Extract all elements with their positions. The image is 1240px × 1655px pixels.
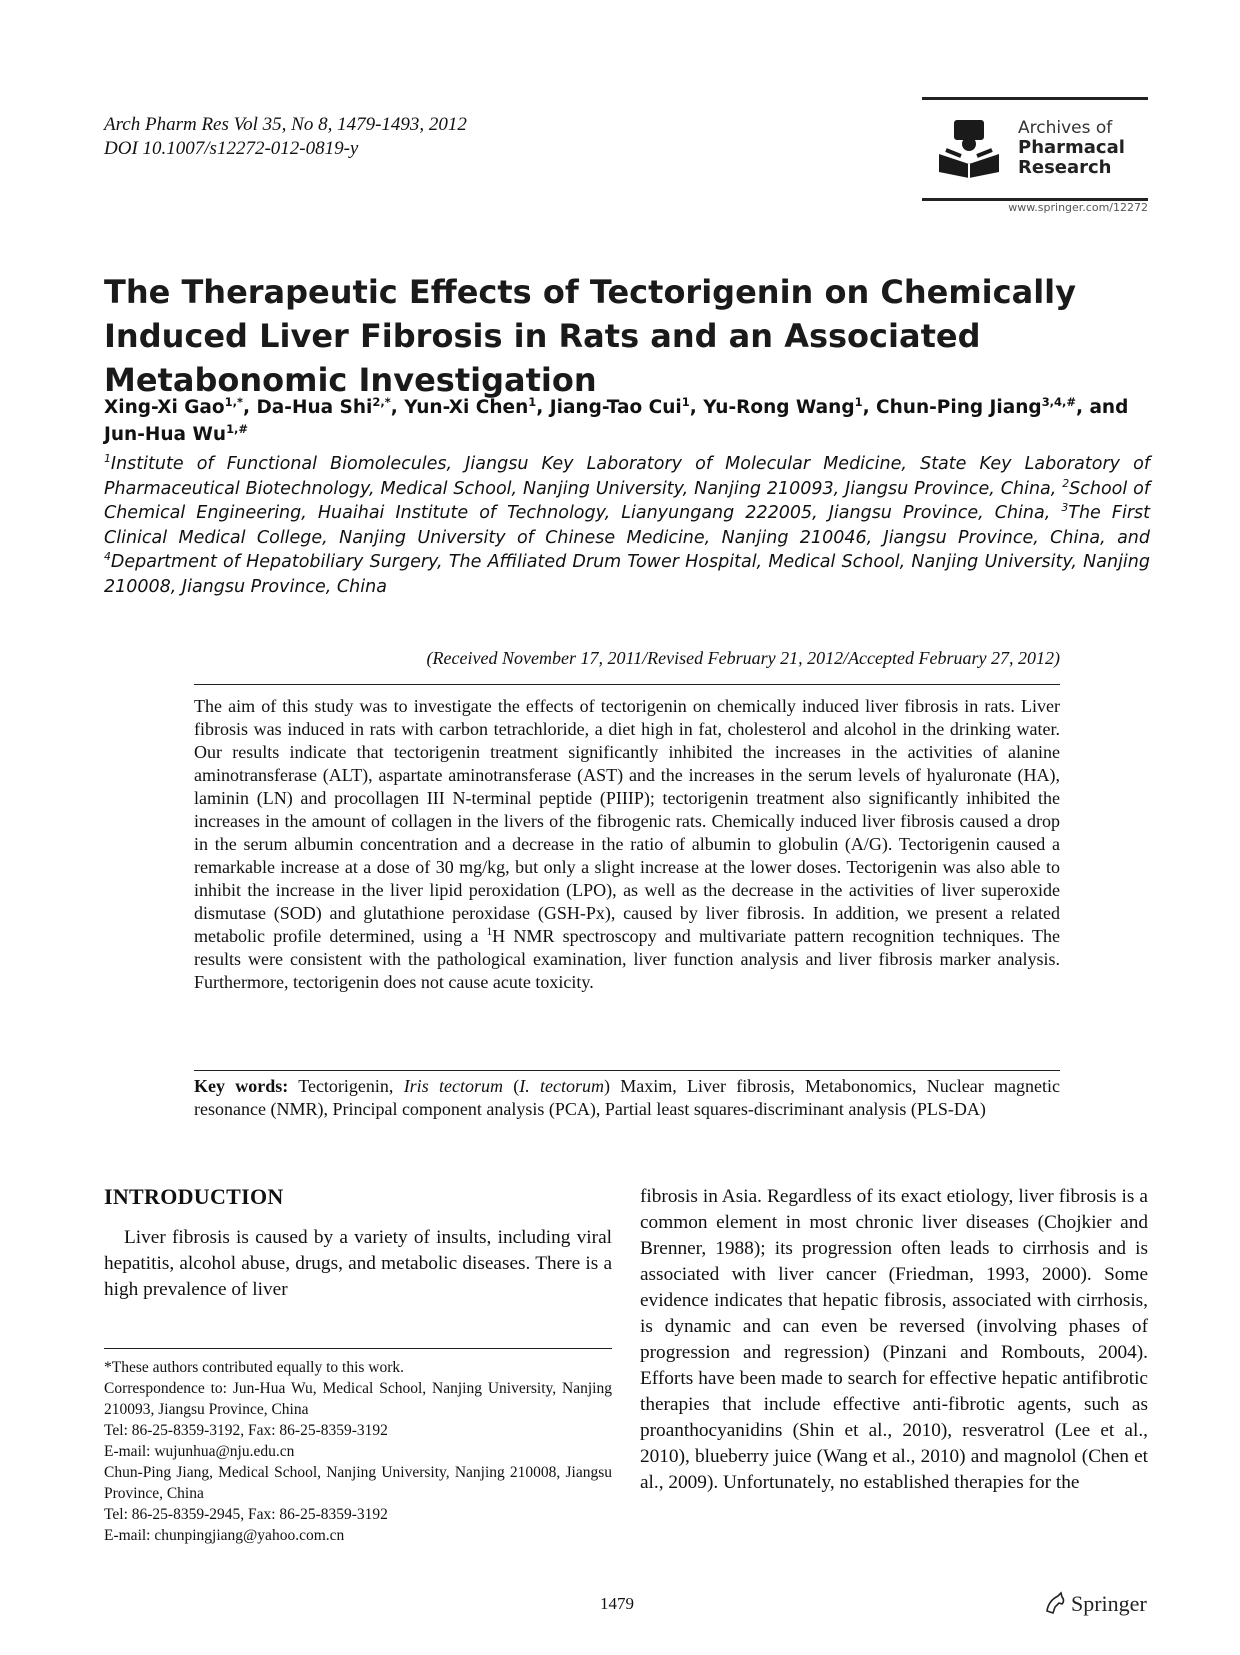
keywords-text-3: ) Maxim, Liver fibrosis, Metabonomics, Nuclear magnetic resonance (NMR), Principal component analysis (PCA), Partial least squares-discriminant analysis (PLS-DA) — [194, 1076, 1060, 1119]
author-name: Chun-Ping Jiang — [876, 397, 1042, 418]
author-affiliation-sup: 1,# — [226, 421, 249, 436]
logo-line-2: Pharmacal — [1018, 137, 1125, 158]
author-separator: , — [536, 397, 550, 418]
affiliation-sup: 1 — [104, 452, 111, 466]
author-name: Jiang-Tao Cui — [549, 397, 682, 418]
author-separator: , — [390, 397, 405, 418]
journal-url: www.springer.com/12272 — [1008, 201, 1148, 214]
page-number: 1479 — [600, 1594, 634, 1613]
footnote-line: *These authors contributed equally to this work. — [104, 1359, 405, 1376]
affiliation-sup: 4 — [104, 550, 111, 564]
footnote-rule — [104, 1348, 612, 1349]
author-affiliation-sup: 3,4,# — [1041, 394, 1076, 409]
received-dates: (Received November 17, 2011/Revised February 21, 2012/Accepted February 27, 2012) — [426, 648, 1060, 668]
affiliation-text: School of Chemical Engineering, Huaihai Institute of Technology, Lianyungang 222005, Jiangsu Province, China, — [104, 478, 1150, 524]
footnote-line: Tel: 86-25-8359-2945, Fax: 86-25-8359-3192 — [104, 1506, 388, 1523]
keywords-italic-2: I. tectorum — [519, 1076, 604, 1096]
affiliation-sup: 2 — [1062, 476, 1070, 490]
keywords — [194, 1075, 1060, 1120]
doi-line: DOI 10.1007/s12272-012-0819-y — [104, 138, 359, 159]
affiliation-sup: 3 — [1061, 501, 1069, 515]
footnote-line: E-mail: chunpingjiang@yahoo.com.cn — [104, 1527, 345, 1544]
book-person-logo-icon — [936, 116, 1002, 180]
author-separator: , — [689, 397, 704, 418]
footnotes — [104, 1357, 612, 1546]
keywords-text-2: ( — [502, 1076, 520, 1096]
introduction-paragraph-col2: fibrosis in Asia. Regardless of its exact etiology, liver fibrosis is a common element in most chronic liver diseases (Chojkier and Brenner, 1988); its progression often leads to cirrhosis and is associated with liver cancer (Friedman, 1993, 2000). Some evidence indicates that hepatic fibrosis, associated with cirrhosis, is dynamic and can even be reversed (involving phases of progression and regression) (Pinzani and Rombouts, 2004). Efforts have been made to search for effective hepatic antifibrotic therapies that include effective anti-fibrotic agents, such as proanthocyanidins (Shin et al., 2010), resveratrol (Lee et al., 2010), blueberry juice (Wang et al., 2010) and magnolol (Chen et al., 2009). Unfortunately, no established therapies for the — [640, 1186, 1148, 1493]
author-separator: , — [242, 397, 257, 418]
journal-citation-line: Arch Pharm Res Vol 35, No 8, 1479-1493, 2012 — [104, 114, 467, 135]
author-name: Yu-Rong Wang — [703, 397, 855, 418]
affiliation-text: The First Clinical Medical College, Nanjing University of Chinese Medicine, Nanjing 210046, Jiangsu Province, China, and — [104, 503, 1150, 548]
introduction-heading: INTRODUCTION — [104, 1184, 284, 1209]
author-separator: , — [862, 397, 877, 418]
author-affiliation-sup: 1 — [528, 394, 537, 409]
journal-logo-text — [1018, 118, 1125, 178]
author-name: Yun-Xi Chen — [404, 397, 529, 418]
abstract-isotope-sup: 1 — [486, 926, 493, 938]
author-affiliation-sup: 1 — [854, 394, 863, 409]
author-affiliation-sup: 1 — [681, 394, 690, 409]
abstract-text-part2: H NMR spectroscopy and multivariate pattern recognition techniques. The results were consistent with the pathological examination, liver function analysis and liver fibrosis marker analysis. Furthermore, tectorigenin does not cause acute toxicity. — [194, 926, 1060, 992]
footnote-line: Tel: 86-25-8359-3192, Fax: 86-25-8359-3192 — [104, 1422, 388, 1439]
springer-logo — [1043, 1591, 1147, 1617]
introduction-paragraph-col1: Liver fibrosis is caused by a variety of insults, including viral hepatitis, alcohol abuse, drugs, and metabolic diseases. There is a high prevalence of liver — [104, 1227, 612, 1300]
affiliations — [104, 452, 1150, 600]
footnote-line: Correspondence to: Jun-Hua Wu, Medical School, Nanjing University, Nanjing 210093, Jiangsu Province, China — [104, 1380, 612, 1418]
affiliation-text: Institute of Functional Biomolecules, Jiangsu Key Laboratory of Molecular Medicine, State Key Laboratory of Pharmaceutical Biotechnology, Medical School, Nanjing University, Nanjing 210093, Jiangsu Province, China, — [104, 454, 1150, 499]
affiliation-text: Department of Hepatobiliary Surgery, The Affiliated Drum Tower Hospital, Medical School, Nanjing University, Nanjing 210008, Jiangsu Province, China — [104, 552, 1150, 597]
author-name: Xing-Xi Gao — [104, 397, 225, 418]
logo-line-1: Archives of — [1018, 118, 1113, 138]
springer-wordmark: Springer — [1071, 1591, 1147, 1616]
abstract-top-rule — [194, 684, 1060, 685]
author-affiliation-sup: 2,* — [372, 394, 391, 409]
springer-horse-icon — [1043, 1591, 1067, 1615]
abstract-text-part1: The aim of this study was to investigate the effects of tectorigenin on chemically induced liver fibrosis in rats. Liver fibrosis was induced in rats with carbon tetrachloride, a diet high in fat, cholesterol and alcohol in the drinking water. Our results indicate that tectorigenin treatment significantly inhibited the increases in the activities of alanine aminotransferase (ALT), aspartate aminotransferase (AST) and the increases in the serum levels of hyaluronate (HA), laminin (LN) and procollagen III N-terminal peptide (PIIIP); tectorigenin treatment also significantly inhibited the increases in the amount of collagen in the livers of the fibrogenic rats. Chemically induced liver fibrosis caused a drop in the serum albumin concentration and a decrease in the ratio of albumin to globulin (A/G). Tectorigenin caused a remarkable increase at a dose of 30 mg/kg, but only a slight increase at the lower doses. Tectorigenin was also able to inhibit the increase in the liver lipid peroxidation (LPO), as well as the decrease in the activities of liver superoxide dismutase (SOD) and glutathione peroxidase (GSH-Px), caused by liver fibrosis. In addition, we present a related metabolic profile determined, using a — [194, 696, 1060, 946]
author-separator: , and — [1075, 397, 1129, 418]
journal-logo — [922, 97, 1148, 201]
keywords-text-1: Tectorigenin, — [288, 1076, 404, 1096]
journal-reference — [104, 113, 467, 161]
footnote-line: E-mail: wujunhua@nju.edu.cn — [104, 1443, 295, 1460]
paper-title: The Therapeutic Effects of Tectorigenin on Chemically Induced Liver Fibrosis in Rats and an Associated Metabonomic Investigation — [104, 273, 1076, 399]
abstract-bottom-rule — [194, 1070, 1060, 1071]
logo-line-3: Research — [1018, 157, 1112, 178]
author-list — [104, 394, 1164, 448]
keywords-label: Key words: — [194, 1076, 289, 1096]
keywords-italic-1: Iris tectorum — [403, 1076, 503, 1096]
abstract — [194, 695, 1060, 994]
author-affiliation-sup: 1,* — [224, 394, 243, 409]
author-name: Da-Hua Shi — [256, 397, 373, 418]
author-name: Jun-Hua Wu — [104, 424, 227, 445]
footnote-line: Chun-Ping Jiang, Medical School, Nanjing University, Nanjing 210008, Jiangsu Province, China — [104, 1464, 612, 1502]
